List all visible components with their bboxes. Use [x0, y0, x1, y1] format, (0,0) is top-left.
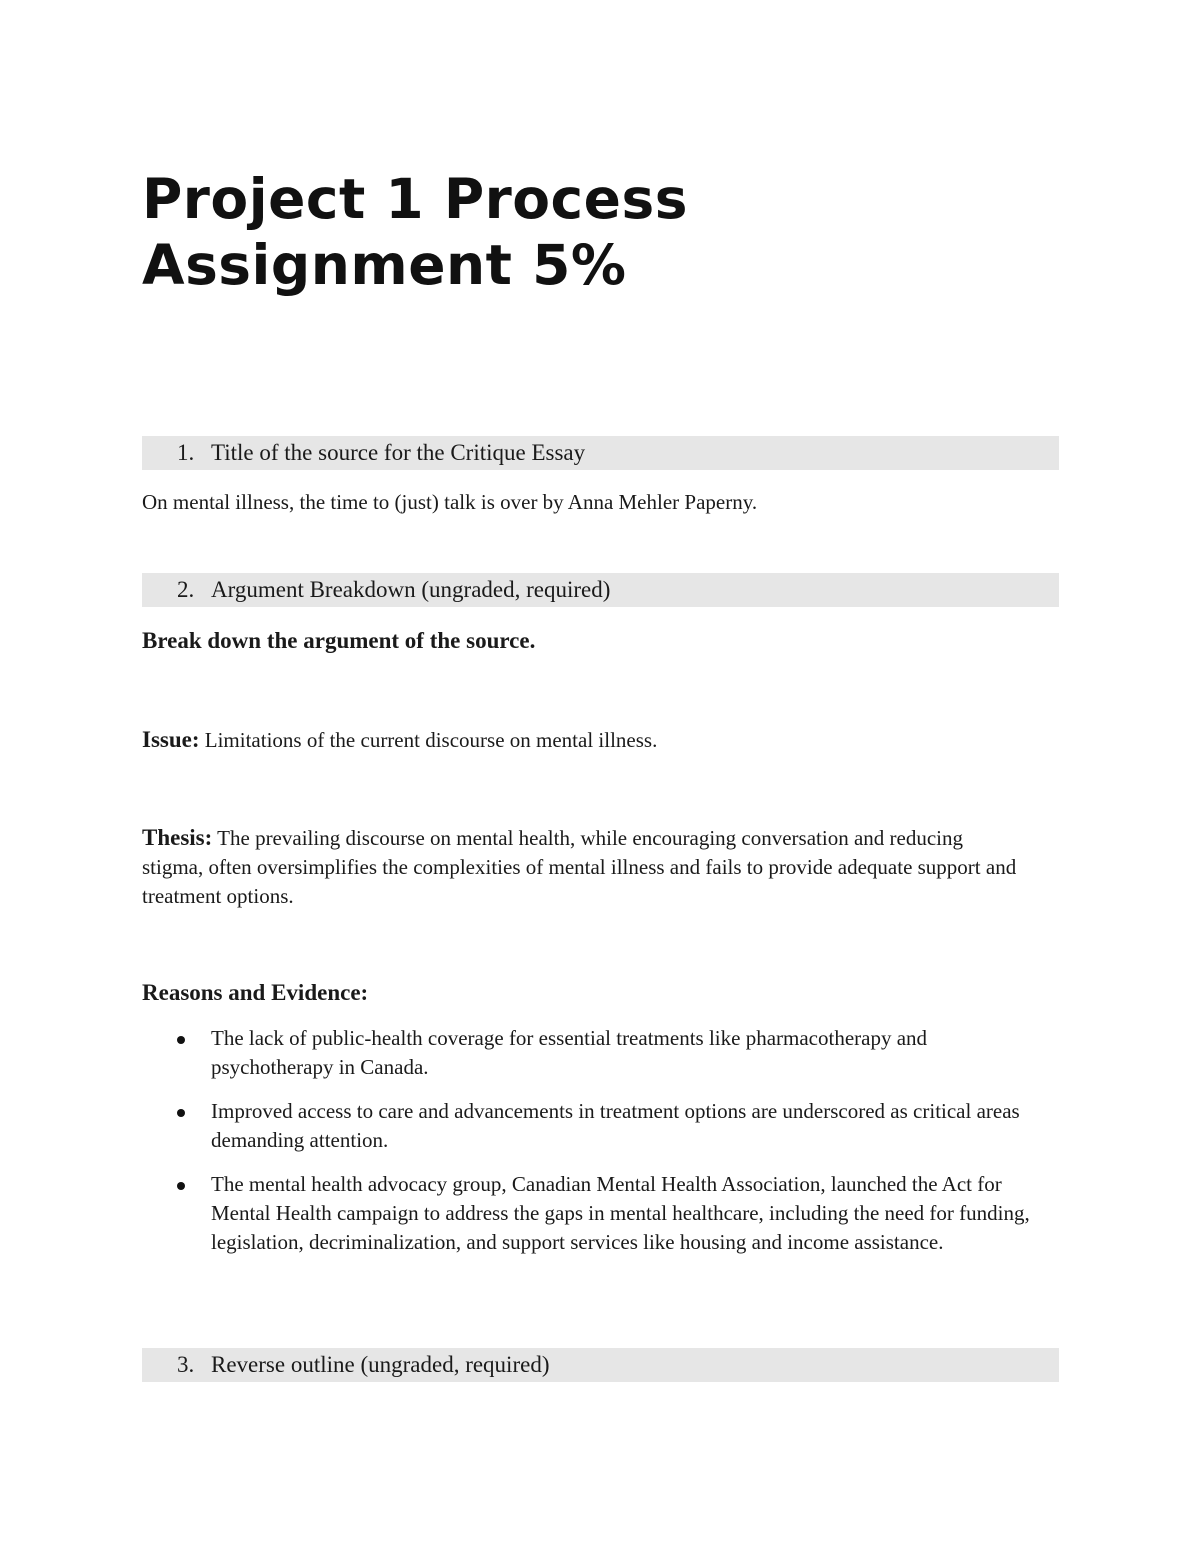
reasons-list [142, 1024, 1052, 1272]
section-heading-1 [142, 436, 1059, 470]
issue-paragraph [142, 725, 657, 755]
title-line-1: Project 1 Process [142, 167, 688, 231]
section-heading-text: Argument Breakdown (ungraded, required) [211, 577, 611, 602]
section-heading-3 [142, 1348, 1059, 1382]
bullet-icon [177, 1109, 185, 1117]
section-heading-text: Title of the source for the Critique Essay [211, 440, 586, 465]
reason-text: Improved access to care and advancements in treatment options are underscored as critical areas demanding attention. [211, 1099, 1020, 1152]
title-line-2: Assignment 5% [142, 233, 627, 297]
document-title [142, 166, 688, 298]
reason-text: The lack of public-health coverage for essential treatments like pharmacotherapy and psychotherapy in Canada. [211, 1026, 928, 1079]
list-item [142, 1097, 1052, 1155]
section-heading-text: Reverse outline (ungraded, required) [211, 1352, 550, 1377]
section-number: 1. [177, 440, 195, 465]
thesis-text: The prevailing discourse on mental health, while encouraging conversation and reducing stigma, often oversimplifies the complexities of mental illness and fails to provide adequate support and treatment options. [142, 826, 1017, 908]
section-number: 3. [177, 1352, 195, 1377]
list-item [142, 1024, 1052, 1082]
thesis-paragraph [142, 823, 1022, 911]
bullet-icon [177, 1182, 185, 1190]
issue-text: Limitations of the current discourse on mental illness. [199, 728, 658, 752]
section-heading-2 [142, 573, 1059, 607]
bullet-icon [177, 1036, 185, 1044]
issue-label: Issue: [142, 727, 200, 752]
breakdown-prompt: Break down the argument of the source. [142, 628, 536, 653]
list-item [142, 1170, 1052, 1257]
section-number: 2. [177, 577, 195, 602]
thesis-label: Thesis: [142, 825, 213, 850]
source-title: On mental illness, the time to (just) talk is over by Anna Mehler Paperny. [142, 490, 758, 514]
reason-text: The mental health advocacy group, Canadian Mental Health Association, launched the Act for Mental Health campaign to address the gaps in mental healthcare, including the need for funding, legislation, decriminalization, and support services like housing and income assistance. [211, 1172, 1030, 1254]
reasons-heading: Reasons and Evidence: [142, 980, 369, 1005]
